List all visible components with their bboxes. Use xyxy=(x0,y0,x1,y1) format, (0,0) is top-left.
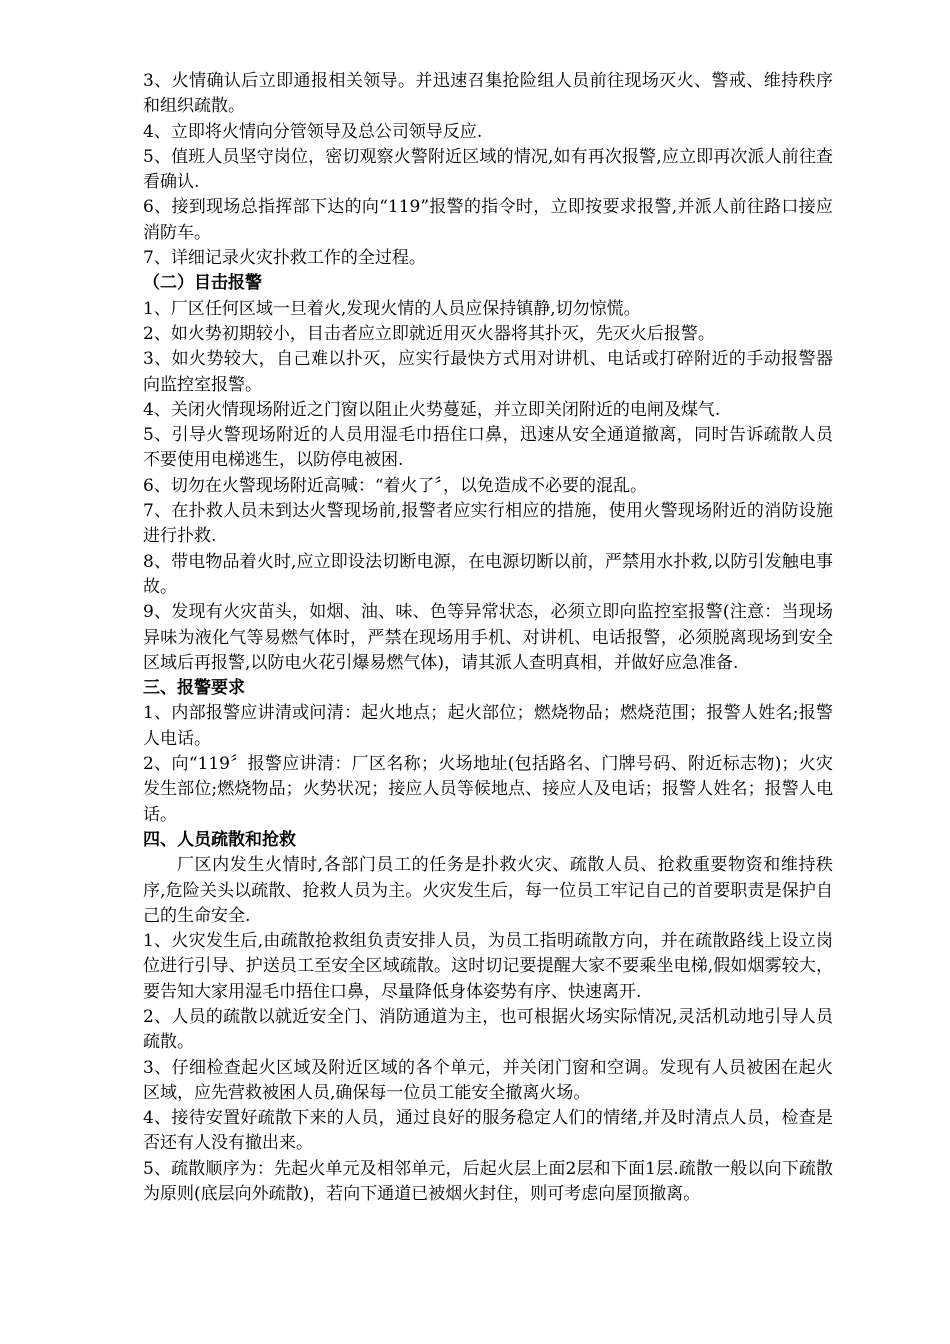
paragraph-evacuation-step-3: 3、仔细检查起火区域及附近区域的各个单元，并关闭门窗和空调。发现有人员被困在起火区域，应先营救被困人员,确保每一位员工能安全撤离火场。 xyxy=(143,1057,833,1103)
paragraph-witness-step-8: 8、带电物品着火时,应立即设法切断电源，在电源切断以前，严禁用水扑救,以防引发触电事故。 xyxy=(143,551,833,597)
paragraph-evacuation-intro: 厂区内发生火情时,各部门员工的任务是扑救火灾、疏散人员、抢救重要物资和维持秩序,危险关头以疏散、抢救人员为主。火灾发生后，每一位员工牢记自己的首要职责是保护自己的生命安全. xyxy=(143,855,833,926)
paragraph-witness-step-3: 3、如火势较大，自己难以扑灭，应实行最快方式用对讲机、电话或打碎附近的手动报警器向监控室报警。 xyxy=(143,349,833,395)
paragraph-evacuation-step-4: 4、接待安置好疏散下来的人员，通过良好的服务稳定人们的情绪,并及时清点人员，检查是否还有人没有撤出来。 xyxy=(143,1108,833,1154)
paragraph-witness-step-4: 4、关闭火情现场附近之门窗以阻止火势蔓延，并立即关闭附近的电闸及煤气. xyxy=(143,399,721,420)
section-heading-alarm-requirements: 三、报警要求 xyxy=(143,678,245,699)
paragraph-alarm-step-6: 6、接到现场总指挥部下达的向“119”报警的指令时，立即按要求报警,并派人前往路口接应消防车。 xyxy=(143,197,833,243)
paragraph-requirement-1: 1、内部报警应讲清或问清：起火地点；起火部位；燃烧物品；燃烧范围；报警人姓名;报警人电话。 xyxy=(143,703,833,749)
section-heading-witness-alarm: （二）目击报警 xyxy=(143,273,262,294)
paragraph-evacuation-step-1: 1、火灾发生后,由疏散抢救组负责安排人员，为员工指明疏散方向，并在疏散路线上设立岗位进行引导、护送员工至安全区域疏散。这时切记要提醒大家不要乘坐电梯,假如烟雾较大，要告知大家用湿毛巾捂住口鼻，尽量降低身体姿势有序、快速离开. xyxy=(143,931,833,1002)
paragraph-witness-step-9: 9、发现有火灾苗头，如烟、油、味、色等异常状态，必须立即向监控室报警(注意：当现场异味为液化气等易燃气体时，严禁在现场用手机、对讲机、电话报警，必须脱离现场到安全区域后再报警,以防电火花引爆易燃气体)，请其派人查明真相，并做好应急准备. xyxy=(143,602,833,673)
paragraph-requirement-2: 2、向“119〞报警应讲清：厂区名称；火场地址(包括路名、门牌号码、附近标志物)；火灾发生部位;燃烧物品；火势状况；接应人员等候地点、接应人及电话；报警人姓名；报警人电话。 xyxy=(143,754,833,825)
paragraph-witness-step-6: 6、切勿在火警现场附近高喊：“着火了〞，以免造成不必要的混乱。 xyxy=(143,475,648,496)
paragraph-alarm-step-5: 5、值班人员坚守岗位，密切观察火警附近区域的情况,如有再次报警,应立即再次派人前往查看确认. xyxy=(143,146,833,193)
paragraph-alarm-step-4: 4、立即将火情向分管领导及总公司领导反应. xyxy=(143,121,483,142)
paragraph-witness-step-7: 7、在扑救人员未到达火警现场前,报警者应实行相应的措施，使用火警现场附近的消防设施进行扑救. xyxy=(143,501,833,547)
paragraph-evacuation-step-5: 5、疏散顺序为：先起火单元及相邻单元，后起火层上面2层和下面1层.疏散一般以向下疏散为原则(底层向外疏散)，若向下通道已被烟火封住，则可考虑向屋顶撤离。 xyxy=(143,1158,833,1205)
section-heading-evacuation-rescue: 四、人员疏散和抢救 xyxy=(143,829,296,850)
paragraph-alarm-step-3: 3、火情确认后立即通报相关领导。并迅速召集抢险组人员前往现场灭火、警戒、维持秩序和组织疏散。 xyxy=(143,71,833,117)
document-page xyxy=(143,69,833,1207)
paragraph-alarm-step-7: 7、详细记录火灾扑救工作的全过程。 xyxy=(143,248,426,269)
paragraph-witness-step-2: 2、如火势初期较小，目击者应立即就近用灭火器将其扑灭，先灭火后报警。 xyxy=(143,323,715,344)
paragraph-witness-step-1: 1、厂区任何区域一旦着火,发现火情的人员应保持镇静,切勿惊慌。 xyxy=(143,298,641,319)
paragraph-witness-step-5: 5、引导火警现场附近的人员用湿毛巾捂住口鼻，迅速从安全通道撤离，同时告诉疏散人员不要使用电梯逃生，以防停电被困. xyxy=(143,425,833,471)
paragraph-evacuation-step-2: 2、人员的疏散以就近安全门、消防通道为主，也可根据火场实际情况,灵活机动地引导人员疏散。 xyxy=(143,1006,833,1053)
